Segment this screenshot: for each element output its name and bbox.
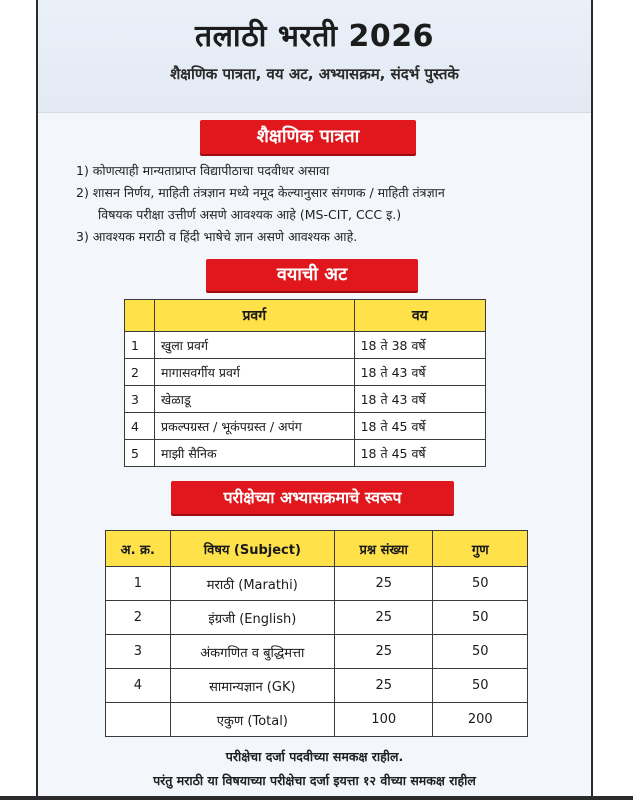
row-subject: अंकगणित व बुद्धिमत्ता bbox=[170, 635, 334, 669]
qualification-line: विषयक परीक्षा उत्तीर्ण असणे आवश्यक आहे (MS-CIT, CCC इ.) bbox=[98, 207, 402, 222]
row-number: 3 bbox=[106, 635, 171, 669]
row-number: 2 bbox=[106, 601, 171, 635]
row-marks: 50 bbox=[433, 567, 528, 601]
total-empty-cell bbox=[106, 703, 171, 737]
table-total-row bbox=[106, 703, 528, 737]
total-label: एकुण (Total) bbox=[170, 703, 334, 737]
row-questions: 25 bbox=[334, 635, 433, 669]
row-marks: 50 bbox=[433, 669, 528, 703]
column-header bbox=[125, 300, 155, 332]
syllabus-table bbox=[105, 530, 528, 737]
row-number: 4 bbox=[106, 669, 171, 703]
column-header: अ. क्र. bbox=[106, 531, 171, 567]
row-category: खेळाडू bbox=[154, 386, 354, 413]
row-subject: सामान्यज्ञान (GK) bbox=[170, 669, 334, 703]
table-row bbox=[106, 601, 528, 635]
row-number: 2 bbox=[125, 359, 155, 386]
row-age: 18 ते 43 वर्षे bbox=[354, 359, 485, 386]
page-subtitle: शैक्षणिक पात्रता, वय अट, अभ्यासक्रम, संदर्भ पुस्तके bbox=[170, 65, 459, 83]
row-number: 5 bbox=[125, 440, 155, 467]
row-questions: 25 bbox=[334, 567, 433, 601]
column-header: वय bbox=[354, 300, 485, 332]
table-row bbox=[106, 669, 528, 703]
table-row bbox=[106, 567, 528, 601]
column-header: गुण bbox=[433, 531, 528, 567]
table-row bbox=[125, 413, 486, 440]
left-border bbox=[0, 0, 38, 800]
row-number: 3 bbox=[125, 386, 155, 413]
row-number: 4 bbox=[125, 413, 155, 440]
table-row bbox=[125, 386, 486, 413]
table-row bbox=[106, 635, 528, 669]
table-header-row bbox=[125, 300, 486, 332]
column-header: प्रवर्ग bbox=[154, 300, 354, 332]
row-subject: मराठी (Marathi) bbox=[170, 567, 334, 601]
qualification-line: 3) आवश्यक मराठी व हिंदी भाषेचे ज्ञान असणे आवश्यक आहे. bbox=[76, 229, 358, 244]
row-marks: 50 bbox=[433, 601, 528, 635]
row-age: 18 ते 45 वर्षे bbox=[354, 440, 485, 467]
row-age: 18 ते 43 वर्षे bbox=[354, 386, 485, 413]
total-marks: 200 bbox=[433, 703, 528, 737]
age-limit-table bbox=[124, 299, 486, 467]
row-subject: इंग्रजी (English) bbox=[170, 601, 334, 635]
column-header: प्रश्न संख्या bbox=[334, 531, 433, 567]
page-title: तलाठी भरती 2026 bbox=[194, 19, 435, 54]
row-questions: 25 bbox=[334, 669, 433, 703]
row-category: माझी सैनिक bbox=[154, 440, 354, 467]
header bbox=[38, 0, 591, 113]
row-category: खुला प्रवर्ग bbox=[154, 332, 354, 359]
syllabus-heading: परीक्षेच्या अभ्यासक्रमाचे स्वरूप bbox=[171, 481, 454, 514]
age-limit-heading: वयाची अट bbox=[206, 259, 418, 291]
footer-note: परंतु मराठी या विषयाच्या परीक्षेचा दर्जा इयत्ता १२ वीच्या समकक्ष राहील bbox=[153, 773, 476, 788]
row-category: प्रकल्पग्रस्त / भूकंपग्रस्त / अपंग bbox=[154, 413, 354, 440]
row-category: मागासवर्गीय प्रवर्ग bbox=[154, 359, 354, 386]
bottom-border bbox=[0, 796, 633, 800]
table-row bbox=[125, 440, 486, 467]
poster bbox=[38, 0, 591, 796]
row-age: 18 ते 38 वर्षे bbox=[354, 332, 485, 359]
row-number: 1 bbox=[125, 332, 155, 359]
table-header-row bbox=[106, 531, 528, 567]
row-number: 1 bbox=[106, 567, 171, 601]
table-row bbox=[125, 359, 486, 386]
qualification-line: 2) शासन निर्णय, माहिती तंत्रज्ञान मध्ये नमूद केल्यानुसार संगणक / माहिती तंत्रज्ञान bbox=[76, 185, 445, 200]
table-row bbox=[125, 332, 486, 359]
footer-note: परीक्षेचा दर्जा पदवीच्या समकक्ष राहील. bbox=[225, 749, 404, 764]
qualification-line: 1) कोणत्याही मान्यताप्राप्त विद्यापीठाचा पदवीधर असावा bbox=[76, 163, 330, 178]
qualification-heading: शैक्षणिक पात्रता bbox=[200, 120, 416, 154]
right-border bbox=[591, 0, 633, 800]
column-header: विषय (Subject) bbox=[170, 531, 334, 567]
row-marks: 50 bbox=[433, 635, 528, 669]
row-questions: 25 bbox=[334, 601, 433, 635]
row-age: 18 ते 45 वर्षे bbox=[354, 413, 485, 440]
total-questions: 100 bbox=[334, 703, 433, 737]
